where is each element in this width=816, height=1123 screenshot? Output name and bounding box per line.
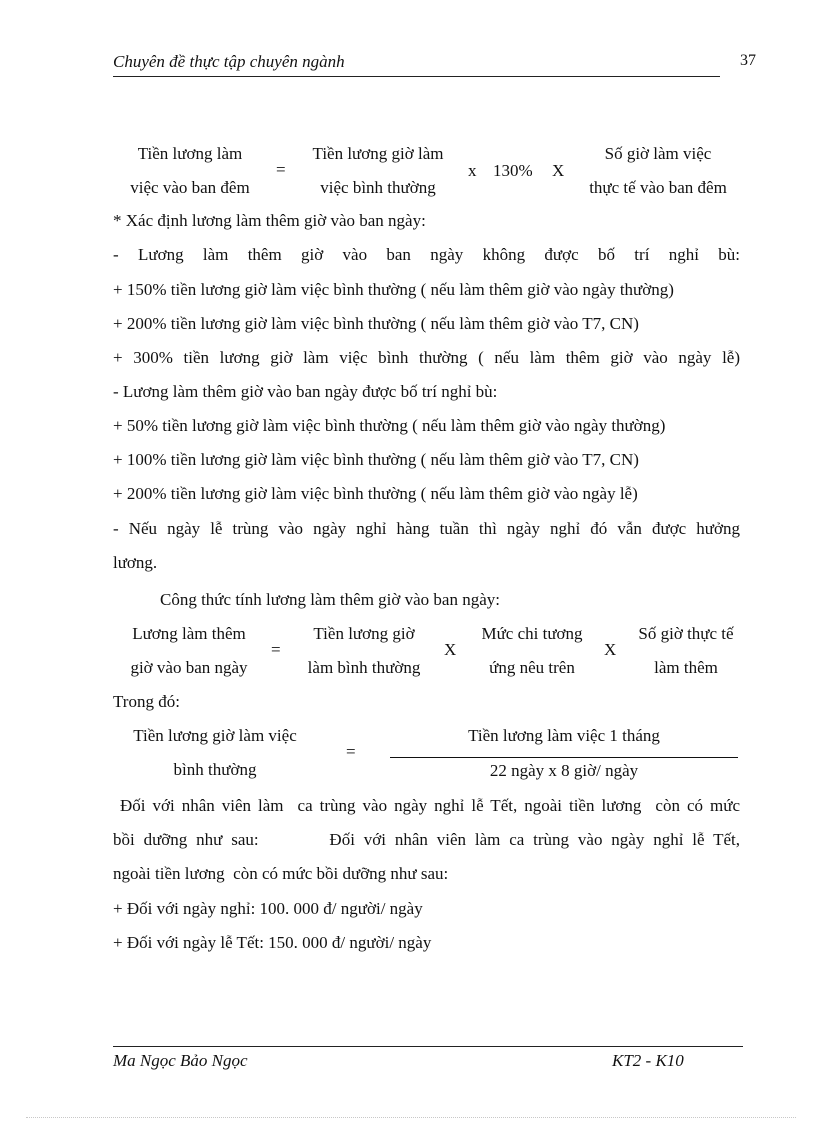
footer-author: Ma Ngọc Bảo Ngọc bbox=[113, 1051, 248, 1070]
footer-class: KT2 - K10 bbox=[612, 1051, 684, 1070]
text-line-5: + 300% tiền lương giờ làm việc bình thường ( nếu làm thêm giờ vào ngày lễ) bbox=[113, 348, 740, 367]
text-line-9: + 200% tiền lương giờ làm việc bình thường ( nếu làm thêm giờ vào ngày lễ) bbox=[113, 484, 638, 503]
formula-hourly-equals: = bbox=[346, 742, 356, 761]
formula-night-lhs-line2: việc vào ban đêm bbox=[130, 178, 250, 197]
formula-night-lhs bbox=[118, 137, 262, 205]
formula-hourly-numerator: Tiền lương làm việc 1 tháng bbox=[468, 726, 660, 745]
text-line-11: lương. bbox=[113, 553, 158, 572]
formula-day-lhs-line1: Lương làm thêm bbox=[132, 624, 246, 643]
formula-day-lhs-line2: giờ vào ban ngày bbox=[130, 658, 248, 677]
text-line-2: - Lương làm thêm giờ vào ban ngày không được bố trí nghỉ bù: bbox=[113, 245, 740, 264]
header-title: Chuyên đề thực tập chuyên ngành bbox=[113, 52, 345, 71]
formula-hourly-lhs bbox=[112, 719, 318, 787]
formula-day-term2 bbox=[470, 617, 594, 685]
formula-day-term3 bbox=[628, 617, 744, 685]
header-rule bbox=[113, 76, 720, 77]
formula-night-term2-line1: Số giờ làm việc bbox=[604, 144, 712, 163]
formula-day-term2-line2: ứng nêu trên bbox=[489, 658, 575, 677]
text-line-3: + 150% tiền lương giờ làm việc bình thường ( nếu làm thêm giờ vào ngày thường) bbox=[113, 280, 674, 299]
text-line-8: + 100% tiền lương giờ làm việc bình thường ( nếu làm thêm giờ vào T7, CN) bbox=[113, 450, 639, 469]
formula-day-term1 bbox=[296, 617, 432, 685]
formula-night-equals: = bbox=[276, 160, 286, 179]
text-line-4: + 200% tiền lương giờ làm việc bình thường ( nếu làm thêm giờ vào T7, CN) bbox=[113, 314, 639, 333]
formula-night-term2 bbox=[578, 137, 738, 205]
formula-night-times2: X bbox=[552, 161, 565, 180]
formula-hourly-lhs-line1: Tiền lương giờ làm việc bbox=[133, 726, 297, 745]
formula-hourly-lhs-line2: bình thường bbox=[173, 760, 257, 779]
formula-day-equals: = bbox=[271, 640, 281, 659]
formula-hourly-denominator: 22 ngày x 8 giờ/ ngày bbox=[489, 761, 639, 780]
formula-night-term1 bbox=[300, 137, 456, 205]
formula-night-lhs-line1: Tiền lương làm bbox=[137, 144, 243, 163]
page-number: 37 bbox=[740, 52, 756, 69]
page-bottom-dotted-line bbox=[26, 1117, 796, 1118]
formula-day-term3-line1: Số giờ thực tế bbox=[638, 624, 734, 643]
formula-day-term1-line2: làm bình thường bbox=[307, 658, 421, 677]
para-line-3: ngoài tiền lương còn có mức bồi dưỡng như sau: bbox=[113, 864, 449, 883]
formula-night-term1-line1: Tiền lương giờ làm bbox=[312, 144, 444, 163]
formula-night-term1-line2: việc bình thường bbox=[320, 178, 436, 197]
formula-day-term2-line1: Mức chi tương bbox=[481, 624, 583, 643]
formula-day-times1: X bbox=[444, 640, 457, 659]
where-label: Trong đó: bbox=[113, 692, 180, 711]
text-line-6: - Lương làm thêm giờ vào ban ngày được bố trí nghỉ bù: bbox=[113, 382, 498, 401]
para-line-1: Đối với nhân viên làm ca trùng vào ngày nghỉ lễ Tết, ngoài tiền lương còn có mức bbox=[113, 796, 740, 815]
para-line-2: bồi dưỡng như sau: Đối với nhân viên làm ca trùng vào ngày nghỉ lễ Tết, bbox=[113, 830, 740, 849]
footer-rule bbox=[113, 1046, 743, 1047]
formula-day-times2: X bbox=[604, 640, 617, 659]
text-line-7: + 50% tiền lương giờ làm việc bình thường ( nếu làm thêm giờ vào ngày thường) bbox=[113, 416, 666, 435]
formula-night-percent: 130% bbox=[493, 161, 533, 180]
text-line-10: - Nếu ngày lễ trùng vào ngày nghỉ hàng tuần thì ngày nghỉ đó vẫn được hưởng bbox=[113, 519, 740, 538]
formula-day-term1-line1: Tiền lương giờ bbox=[313, 624, 415, 643]
text-line-12: Công thức tính lương làm thêm giờ vào ban ngày: bbox=[160, 590, 500, 609]
para-line-5: + Đối với ngày lễ Tết: 150. 000 đ/ người/ ngày bbox=[113, 933, 432, 952]
formula-day-lhs bbox=[114, 617, 264, 685]
formula-day-term3-line2: làm thêm bbox=[654, 658, 718, 677]
formula-night-term2-line2: thực tế vào ban đêm bbox=[589, 178, 727, 197]
text-line-1: * Xác định lương làm thêm giờ vào ban ngày: bbox=[113, 211, 426, 230]
para-line-4: + Đối với ngày nghỉ: 100. 000 đ/ người/ ngày bbox=[113, 899, 423, 918]
formula-night-times1: x bbox=[468, 161, 477, 180]
fraction-bar bbox=[390, 757, 738, 758]
